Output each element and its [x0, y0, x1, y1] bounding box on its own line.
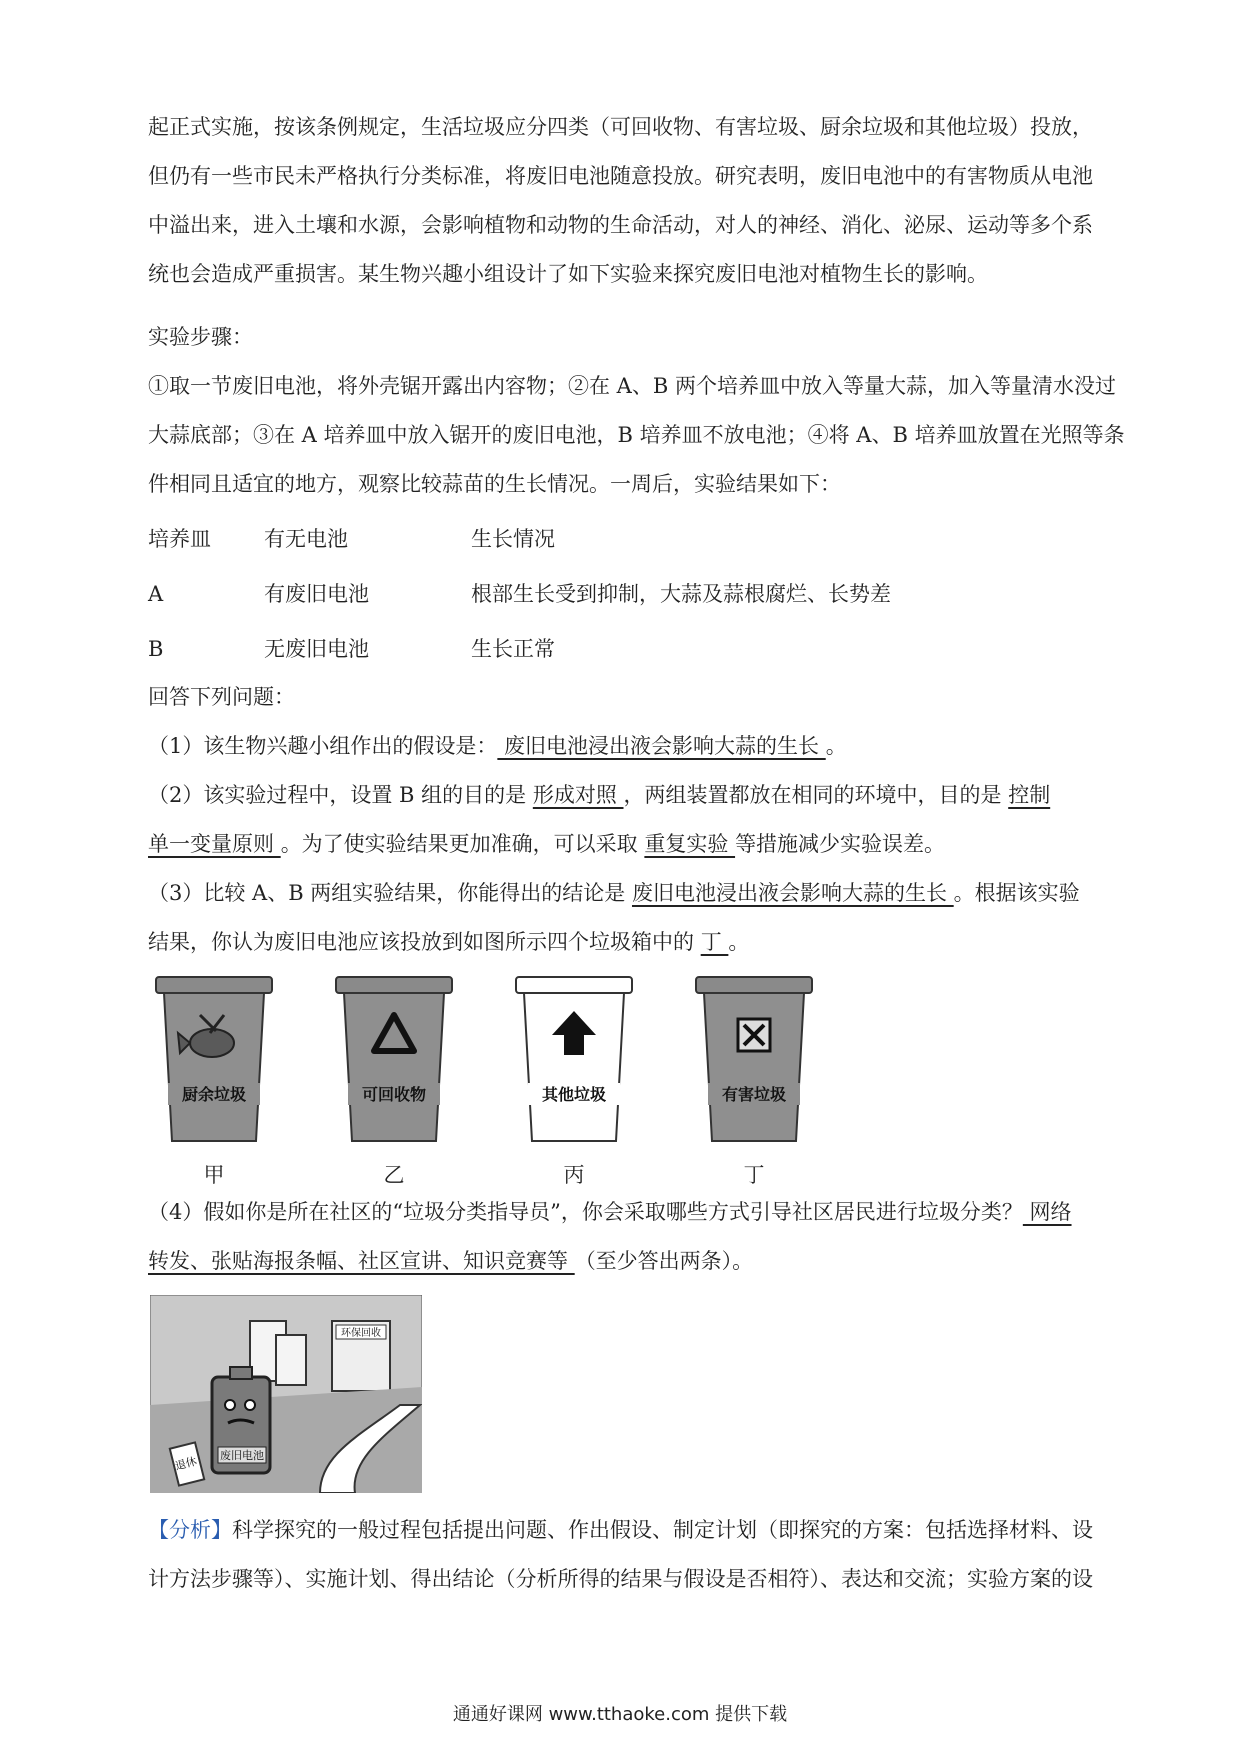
kitchen-waste-bin-icon	[154, 975, 274, 1145]
intro-line: 统也会造成严重损害。某生物兴趣小组设计了如下实验来探究废旧电池对植物生长的影响。	[148, 262, 988, 286]
q2-answer-variable-cont: 单一变量原则	[148, 832, 281, 856]
bin-caption: 丁	[743, 1163, 765, 1187]
table-cell: A	[148, 582, 164, 606]
table-cell: 有废旧电池	[264, 582, 369, 606]
table-row	[148, 625, 1138, 674]
steps-title: 实验步骤：	[148, 325, 253, 349]
trash-bin-recyclable	[334, 975, 454, 1189]
steps-line: ①取一节废旧电池，将外壳锯开露出内容物；②在 A、B 两个培养皿中放入等量大蒜，加入等量清水没过	[148, 374, 1116, 398]
trash-bin-kitchen	[154, 975, 274, 1189]
recycle-sign-text: 环保回收	[341, 1328, 381, 1339]
bin-label: 厨余垃圾	[181, 1085, 247, 1104]
analysis-tag: 【分析】	[148, 1518, 232, 1542]
analysis-paragraph	[148, 1506, 1138, 1604]
q2-text-mid2: 。为了使实验结果更加准确，可以采取	[280, 832, 645, 856]
table-header-dish: 培养皿	[148, 527, 211, 551]
trash-bin-hazardous	[694, 975, 814, 1189]
q3-answer-conclusion: 废旧电池浸出液会影响大蒜的生长	[631, 881, 954, 905]
question-1	[148, 722, 1138, 771]
analysis-line: 科学探究的一般过程包括提出问题、作出假设、制定计划（即探究的方案：包括选择材料、设	[232, 1518, 1093, 1542]
question-3	[148, 869, 1138, 967]
q3-text-end: 。	[728, 930, 750, 954]
recyclable-bin-icon	[334, 975, 454, 1145]
q3-text-mid: 。根据该实验	[953, 881, 1080, 905]
q3-text: （3）比较 A、B 两组实验结果，你能得出的结论是	[148, 881, 632, 905]
trash-bin-other	[514, 975, 634, 1189]
table-header-growth: 生长情况	[471, 527, 555, 551]
intro-line: 但仍有一些市民未严格执行分类标准，将废旧电池随意投放。研究表明，废旧电池中的有害物质从电池	[148, 164, 1093, 188]
intro-line: 起正式实施，按该条例规定，生活垃圾应分四类（可回收物、有害垃圾、厨余垃圾和其他垃圾）投放，	[148, 115, 1093, 139]
question-2	[148, 771, 1138, 869]
page-footer: 通通好课网 www.tthaoke.com 提供下载	[452, 1704, 788, 1725]
questions-intro: 回答下列问题：	[148, 685, 295, 709]
q4-answer: 网络	[1022, 1200, 1072, 1224]
q3-answer-bin: 丁	[700, 930, 729, 954]
q2-answer-variable: 控制	[1008, 783, 1051, 807]
bin-caption: 丙	[563, 1163, 585, 1187]
battery-cartoon-illustration	[150, 1295, 422, 1493]
q3-text-2: 结果，你认为废旧电池应该投放到如图所示四个垃圾箱中的	[148, 930, 701, 954]
q2-text: （2）该实验过程中，设置 B 组的目的是	[148, 783, 533, 807]
intro-line: 中溢出来，进入土壤和水源，会影响植物和动物的生命活动，对人的神经、消化、泌尿、运动等多个系	[148, 213, 1093, 237]
results-table-header	[148, 515, 1138, 564]
q1-answer: 废旧电池浸出液会影响大蒜的生长	[497, 734, 826, 758]
steps-line: 大蒜底部；③在 A 培养皿中放入锯开的废旧电池，B 培养皿不放电池；④将 A、B 培养皿放置在光照等条	[148, 423, 1125, 447]
retired-paper-text: 退休	[173, 1454, 199, 1473]
q4-text: （4）假如你是所在社区的“垃圾分类指导员”，你会采取哪些方式引导社区居民进行垃圾分类？	[148, 1200, 1023, 1224]
q2-answer-repeat: 重复实验	[644, 832, 736, 856]
q2-answer-control: 形成对照	[532, 783, 624, 807]
q1-text: （1）该生物兴趣小组作出的假设是：	[148, 734, 498, 758]
bin-caption: 乙	[383, 1163, 405, 1187]
table-cell: 生长正常	[471, 637, 555, 661]
q4-text-end: （至少答出两条）。	[574, 1249, 754, 1273]
bin-label: 有害垃圾	[721, 1085, 787, 1104]
q2-text-end: 等措施减少实验误差。	[735, 832, 946, 856]
q1-end: 。	[825, 734, 847, 758]
other-waste-bin-icon	[514, 975, 634, 1145]
table-row	[148, 570, 1138, 619]
bin-label: 可回收物	[361, 1085, 427, 1104]
steps-line: 件相同且适宜的地方，观察比较蒜苗的生长情况。一周后，实验结果如下：	[148, 472, 841, 496]
bin-label: 其他垃圾	[541, 1085, 607, 1104]
table-cell: 无废旧电池	[264, 637, 369, 661]
bin-caption: 甲	[203, 1163, 225, 1187]
table-cell: B	[148, 637, 164, 661]
q4-answer-cont: 转发、张贴海报条幅、社区宣讲、知识竞赛等	[148, 1249, 575, 1273]
table-header-battery: 有无电池	[264, 527, 348, 551]
steps-paragraph	[148, 362, 1138, 509]
battery-label-text: 废旧电池	[220, 1449, 264, 1462]
trash-bins-figure	[148, 975, 828, 1185]
question-4	[148, 1188, 1138, 1286]
q2-text-mid: ，两组装置都放在相同的环境中，目的是	[623, 783, 1009, 807]
intro-paragraph	[148, 103, 1138, 299]
hazardous-bin-icon	[694, 975, 814, 1145]
analysis-line: 计方法步骤等）、实施计划、得出结论（分析所得的结果与假设是否相符）、表达和交流；实验方案的设	[148, 1567, 1093, 1591]
table-cell: 根部生长受到抑制，大蒜及蒜根腐烂、长势差	[471, 582, 891, 606]
